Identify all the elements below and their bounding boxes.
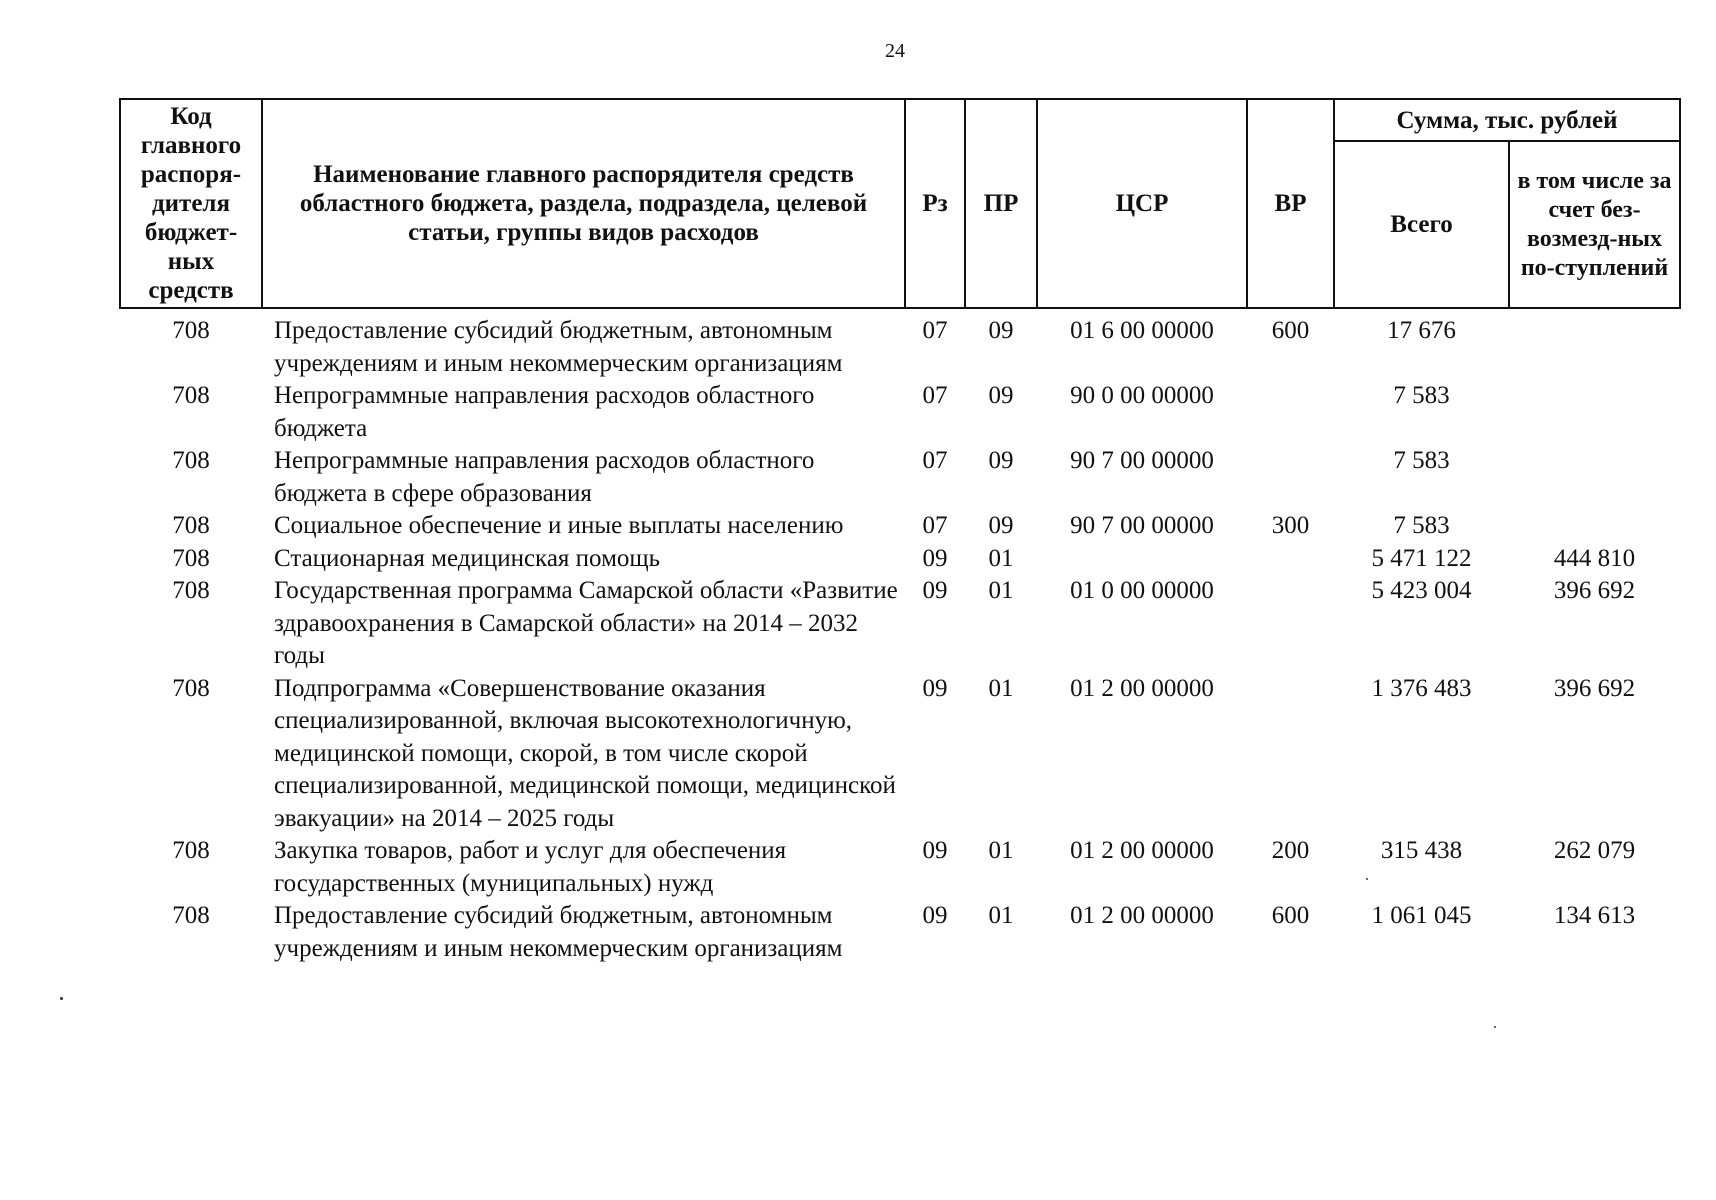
- table-row: [120, 510, 1680, 543]
- cell-vr: [1247, 543, 1334, 576]
- cell-total: 315 438: [1380, 837, 1463, 864]
- cell-pr: 01: [988, 577, 1014, 604]
- table-header: [120, 99, 1680, 308]
- cell-name: Предоставление субсидий бюджетным, автономным учреждениям и иным некоммерческим организациям: [274, 902, 843, 962]
- table-row: [120, 543, 1680, 576]
- cell-total: 7 583: [1393, 447, 1450, 474]
- cell-pr: 01: [988, 902, 1014, 929]
- cell-vr: 600: [1271, 317, 1310, 344]
- cell-total: 1 061 045: [1371, 902, 1472, 929]
- cell-free: [1509, 445, 1680, 510]
- cell-pr: 01: [988, 837, 1014, 864]
- cell-pr: 09: [988, 317, 1014, 344]
- cell-rz: 09: [922, 674, 948, 702]
- cell-rz: 09: [922, 544, 948, 572]
- table-row: [120, 673, 1680, 836]
- cell-free: 444 810: [1553, 544, 1636, 572]
- header-rz: Рз: [905, 99, 965, 308]
- cell-csr: 01 6 00 00000: [1070, 317, 1214, 344]
- cell-total: 17 676: [1387, 317, 1456, 344]
- header-code: Код главного распоря-дителя бюджет-ных средств: [120, 99, 262, 308]
- table-row: [120, 380, 1680, 445]
- cell-code: 708: [172, 317, 210, 344]
- cell-total: 5 471 122: [1371, 544, 1472, 572]
- cell-csr: 01 2 00 00000: [1070, 902, 1214, 929]
- cell-total: 7 583: [1393, 512, 1450, 539]
- cell-total: 1 376 483: [1371, 674, 1472, 702]
- cell-vr: 600: [1271, 902, 1310, 929]
- page-number: 24: [885, 40, 905, 62]
- cell-total: 7 583: [1393, 382, 1450, 409]
- cell-rz: 07: [922, 447, 948, 474]
- cell-code: 708: [172, 577, 210, 604]
- header-name: Наименование главного распорядителя средств областного бюджета, раздела, подраздела, целевой статьи, группы видов расходов: [262, 99, 905, 308]
- cell-code: 708: [172, 447, 210, 474]
- cell-name: Подпрограмма «Совершенствование оказания специализированной, включая высокотехнологичную, медицинской помощи, скорой, в том числе скорой специализированной, медицинской помощи, медицинской эвакуации» на 2014 – 2025 годы: [274, 674, 896, 832]
- cell-code: 708: [172, 512, 210, 539]
- budget-table: [119, 98, 1681, 965]
- cell-pr: 09: [988, 447, 1014, 474]
- scan-speck: [1366, 878, 1368, 880]
- table-row: [120, 445, 1680, 510]
- cell-free: [1509, 308, 1680, 380]
- cell-rz: 09: [922, 577, 948, 604]
- cell-name: Непрограммные направления расходов областного бюджета в сфере образования: [274, 447, 815, 507]
- table-row: [120, 575, 1680, 673]
- cell-free: [1509, 510, 1680, 543]
- table-row: [120, 308, 1680, 380]
- cell-vr: [1247, 380, 1334, 445]
- cell-name: Социальное обеспечение и иные выплаты населению: [274, 512, 844, 539]
- cell-code: 708: [172, 544, 210, 572]
- cell-csr: 01 0 00 00000: [1070, 577, 1214, 604]
- cell-code: 708: [172, 382, 210, 409]
- cell-free: 396 692: [1553, 577, 1636, 604]
- cell-name: Государственная программа Самарской области «Развитие здравоохранения в Самарской области» на 2014 – 2032 годы: [274, 577, 898, 669]
- cell-rz: 07: [922, 317, 948, 344]
- cell-vr: [1247, 575, 1334, 673]
- cell-rz: 09: [922, 837, 948, 864]
- cell-vr: 200: [1271, 837, 1310, 864]
- cell-csr: 90 7 00 00000: [1070, 512, 1214, 539]
- header-sum: Сумма, тыс. рублей: [1334, 99, 1680, 141]
- cell-csr: [1037, 543, 1247, 576]
- header-free: в том числе за счет без-возмезд-ных по-ступлений: [1509, 141, 1680, 308]
- table-row: [120, 900, 1680, 965]
- cell-vr: [1247, 673, 1334, 836]
- cell-rz: 09: [922, 902, 948, 929]
- cell-vr: [1247, 445, 1334, 510]
- cell-pr: 01: [988, 544, 1014, 572]
- cell-code: 708: [172, 837, 210, 864]
- cell-free: [1509, 380, 1680, 445]
- cell-csr: 90 7 00 00000: [1070, 447, 1214, 474]
- scan-speck: [1494, 1026, 1496, 1028]
- cell-vr: 300: [1271, 512, 1310, 539]
- cell-code: 708: [172, 674, 210, 702]
- table-row: [120, 835, 1680, 900]
- cell-name: Предоставление субсидий бюджетным, автономным учреждениям и иным некоммерческим организациям: [274, 317, 843, 377]
- cell-code: 708: [172, 902, 210, 929]
- header-total: Всего: [1334, 141, 1509, 308]
- cell-free: 134 613: [1553, 902, 1636, 929]
- cell-free: 262 079: [1553, 837, 1636, 864]
- cell-name: Непрограммные направления расходов областного бюджета: [274, 382, 815, 442]
- cell-pr: 09: [988, 512, 1014, 539]
- scan-speck: [60, 997, 63, 1000]
- cell-rz: 07: [922, 382, 948, 409]
- cell-pr: 01: [988, 674, 1014, 702]
- cell-csr: 01 2 00 00000: [1070, 674, 1214, 702]
- cell-name: Закупка товаров, работ и услуг для обеспечения государственных (муниципальных) нужд: [274, 837, 787, 897]
- header-csr: ЦСР: [1037, 99, 1247, 308]
- cell-csr: 90 0 00 00000: [1070, 382, 1214, 409]
- cell-pr: 09: [988, 382, 1014, 409]
- cell-csr: 01 2 00 00000: [1070, 837, 1214, 864]
- header-vr: ВР: [1247, 99, 1334, 308]
- cell-total: 5 423 004: [1371, 577, 1472, 604]
- cell-rz: 07: [922, 512, 948, 539]
- header-pr: ПР: [965, 99, 1037, 308]
- table-body: [120, 308, 1680, 965]
- cell-free: 396 692: [1553, 674, 1636, 702]
- cell-name: Стационарная медицинская помощь: [274, 544, 661, 572]
